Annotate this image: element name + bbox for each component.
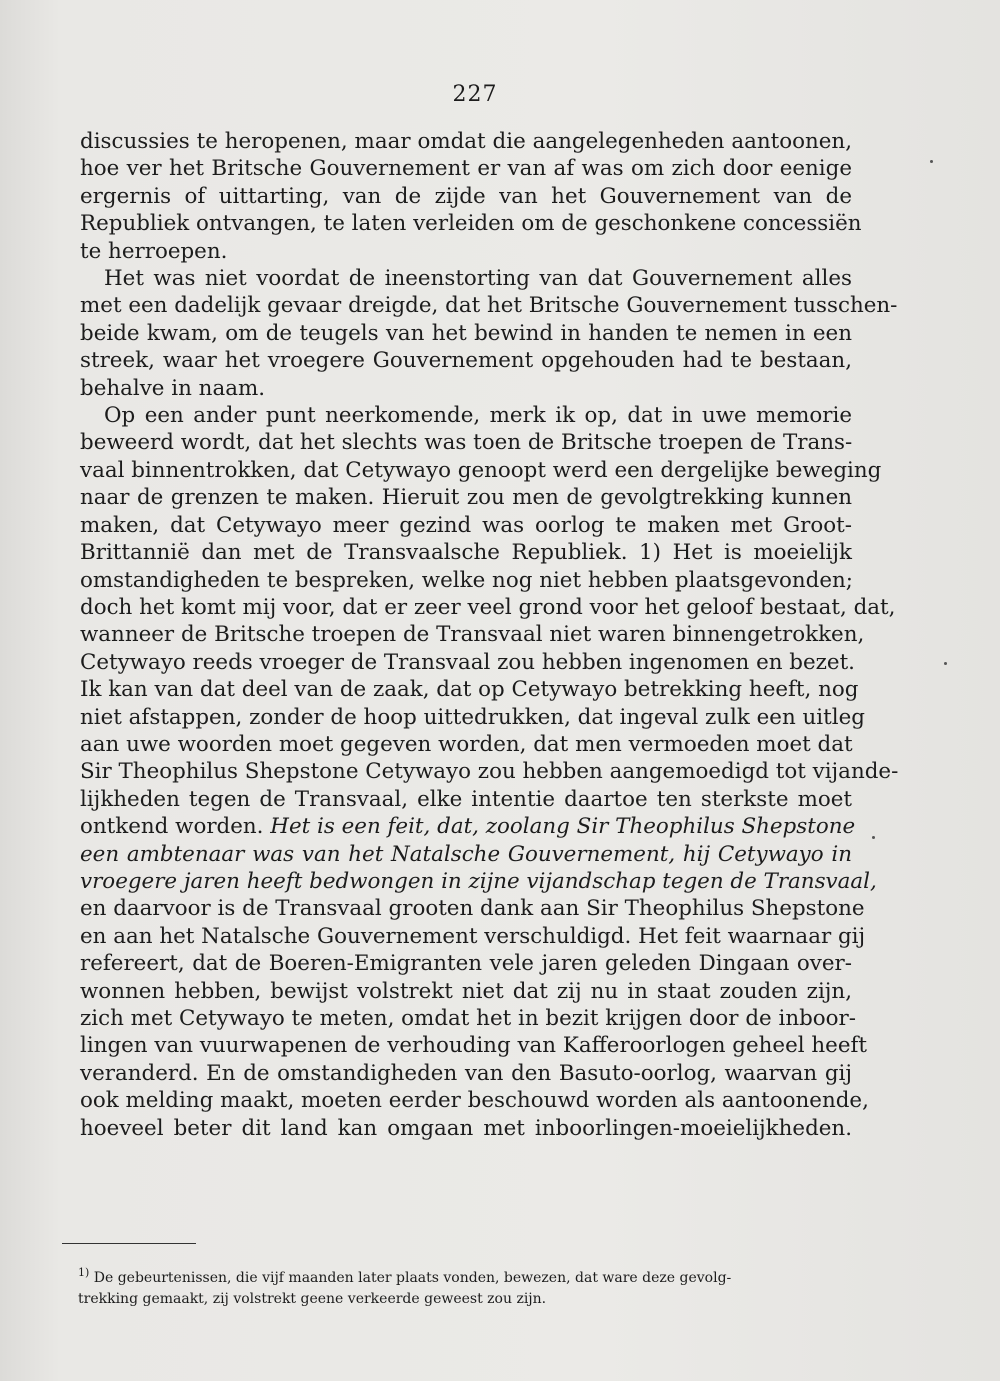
text-line: hoe ver het Britsche Gouvernement er van af was om zich door eenige xyxy=(80,156,852,182)
text-line: streek, waar het vroegere Gouvernement opgehouden had te bestaan, xyxy=(80,348,852,374)
paragraph-3 xyxy=(80,402,899,1142)
text-line: behalve in naam. xyxy=(80,375,266,401)
text-line: Op een ander punt neerkomende, merk ik op, dat in uwe memorie xyxy=(104,403,852,429)
paragraph-1 xyxy=(80,128,862,265)
text-line: aan uwe woorden moet gegeven worden, dat men vermoeden moet dat xyxy=(80,731,853,757)
page-speck xyxy=(930,160,933,163)
text-line: naar de grenzen te maken. Hieruit zou men de gevolgtrekking kunnen xyxy=(80,485,852,511)
text-line: met een dadelijk gevaar dreigde, dat het Britsche Gouvernement tusschen- xyxy=(80,293,898,319)
plain-text: ontkend worden. xyxy=(80,814,264,840)
text-line: refereert, dat de Boeren-Emigranten vele jaren geleden Dingaan over- xyxy=(80,951,852,977)
text-line: veranderd. En de omstandigheden van den Basuto-oorlog, waarvan gij xyxy=(80,1060,852,1086)
page-number: 227 xyxy=(452,82,498,107)
italic-text: Het is een feit, dat, zoolang Sir Theophilus Shepstone xyxy=(270,814,856,840)
footnote-line: trekking gemaakt, zij volstrekt geene verkeerde geweest zou zijn. xyxy=(78,1291,547,1307)
text-line-mixed xyxy=(80,813,856,840)
text-line: lijkheden tegen de Transvaal, elke intentie daartoe ten sterkste moet xyxy=(80,786,852,812)
text-line: wanneer de Britsche troepen de Transvaal niet waren binnengetrokken, xyxy=(80,622,865,648)
text-line: beide kwam, om de teugels van het bewind in handen te nemen in een xyxy=(80,320,852,346)
text-line: discussies te heropenen, maar omdat die aangelegenheden aantoonen, xyxy=(80,129,852,154)
text-line: ergernis of uittarting, van de zijde van het Gouvernement van de xyxy=(80,183,852,209)
text-line: ook melding maakt, moeten eerder beschouwd worden als aantoonende, xyxy=(80,1088,869,1114)
text-line: hoeveel beter dit land kan omgaan met inboorlingen-moeielijkheden. xyxy=(80,1115,852,1141)
italic-line: vroegere jaren heeft bedwongen in zijne vijandschap tegen de Transvaal, xyxy=(80,868,877,894)
text-line: doch het komt mij voor, dat er zeer veel grond voor het geloof bestaat, dat, xyxy=(80,594,896,620)
text-line: niet afstappen, zonder de hoop uittedrukken, dat ingeval zulk een uitleg xyxy=(80,704,865,730)
text-line: Ik kan van dat deel van de zaak, dat op Cetywayo betrekking heeft, nog xyxy=(80,677,859,703)
text-line: en aan het Natalsche Gouvernement verschuldigd. Het feit waarnaar gij xyxy=(80,923,866,949)
page-speck xyxy=(944,662,947,665)
text-line: wonnen hebben, bewijst volstrekt niet dat zij nu in staat zouden zijn, xyxy=(80,978,852,1004)
text-line: en daarvoor is de Transvaal grooten dank aan Sir Theophilus Shepstone xyxy=(80,896,865,922)
text-line: te herroepen. xyxy=(80,238,228,264)
footnote-text: De gebeurtenissen, die vijf maanden later plaats vonden, bewezen, dat ware deze gevolg- xyxy=(93,1270,732,1286)
page-speck xyxy=(872,836,875,839)
text-line: omstandigheden te bespreken, welke nog niet hebben plaatsgevonden; xyxy=(80,567,853,593)
italic-line: een ambtenaar was van het Natalsche Gouvernement, hij Cetywayo in xyxy=(80,841,852,867)
body-text xyxy=(80,128,899,1142)
text-line: Republiek ontvangen, te laten verleiden om de geschonkene concessiën xyxy=(80,211,862,237)
footnote-marker: 1) xyxy=(78,1266,90,1279)
text-line: Cetywayo reeds vroeger de Transvaal zou hebben ingenomen en bezet. xyxy=(80,649,855,675)
text-line: zich met Cetywayo te meten, omdat het in bezit krijgen door de inboor- xyxy=(80,1006,857,1031)
footnote-divider xyxy=(62,1243,196,1244)
text-line: Sir Theophilus Shepstone Cetywayo zou hebben aangemoedigd tot vijande- xyxy=(80,759,899,785)
text-line: beweerd wordt, dat het slechts was toen de Britsche troepen de Trans- xyxy=(80,430,853,456)
text-line: maken, dat Cetywayo meer gezind was oorlog te maken met Groot- xyxy=(80,512,852,538)
text-line: Brittannië dan met de Transvaalsche Republiek. 1) Het is moeielijk xyxy=(80,540,852,566)
text-line: vaal binnentrokken, dat Cetywayo genoopt werd een dergelijke beweging xyxy=(80,457,882,483)
footnote-line xyxy=(78,1262,840,1289)
text-line: Het was niet voordat de ineenstorting van dat Gouvernement alles xyxy=(104,266,852,292)
text-line: lingen van vuurwapenen de verhouding van Kafferoorlogen geheel heeft xyxy=(80,1033,867,1059)
paragraph-2 xyxy=(80,265,898,402)
footnote xyxy=(78,1262,840,1310)
